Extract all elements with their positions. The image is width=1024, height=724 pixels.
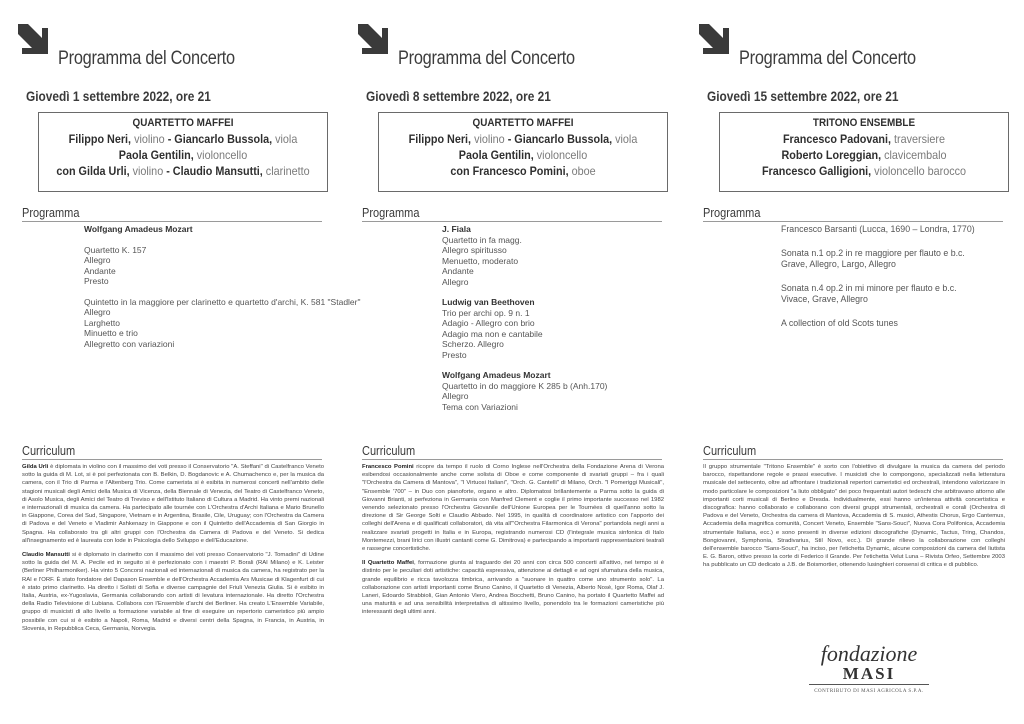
program-list	[84, 224, 361, 349]
composer: J. Fiala	[442, 224, 471, 234]
arrow-icon	[356, 22, 390, 56]
curriculum-heading: Curriculum	[22, 444, 76, 458]
performer-line: con Francesco Pomini, oboe	[450, 164, 596, 178]
logo-line1: fondazione	[820, 641, 918, 666]
program-item: Quartetto in do maggiore K 285 b (Anh.170)	[442, 380, 608, 391]
program-item: Quintetto in la maggiore per clarinetto e quartetto d'archi, K. 581 "Stadler"	[84, 296, 361, 307]
program-item: Allegro	[442, 391, 469, 401]
performer-line: Roberto Loreggian, clavicembalo	[781, 148, 947, 162]
program-item: Sonata n.4 op.2 in mi minore per flauto e b.c.	[781, 283, 957, 293]
program-item: Sonata n.1 op.2 in re maggiore per flauto e b.c.	[781, 248, 965, 258]
program-item: Minuetto e trio	[84, 328, 138, 338]
curriculum-text: Il gruppo strumentale "Tritono Ensemble" è sorto con l'obiettivo di divulgare la musica da camera del periodo barocco, rispettandone regole e prassi esecutive. I musicisti che lo compongono, specializzati nella letteratura musicale del settecento, oltre ad affrontare i tradizionali repertori cameristici ed orchestrali, intendono valorizzare in modo particolare le composizioni "a liuto obbligato" dei poco frequentati autori tedeschi che arbitravano attorno alle importanti corti musicali di Berlino e Dresda. Individualmente, essi hanno un'intensa attività concertistica e discografica: hanno collaborato e collaborano con diversi gruppi strumentali, orchestrali e corali (Orchestra di Padova e del Veneto, Orchestra da camera di Mantova, Accademia di S. musici, Athestis Chorus, Ergo Cantemus, Accademia della magnifica comunità, Concert Veneto, Ensemble "Sans-Souci", Nuova Cora Polifonica, Accademia strumentale Italiana, ecc.) e sono presenti in diverse edizioni discografiche (Dynamic, Tactus, Tring, Chandos, Bongiovanni, Symphonia, Stradivarius, Stil Novo, ecc.). Di grande rilievo la collaborazione con colleghi dell'ensemble barocco "Sans-Souci", ha inciso, per l'etichetta Dynamic, alcune composizioni da camera del liutista E. G. Baron, ottivo presso la corte di Federico il Grande. Per l'etichetta Velut Luna – Rivista Orfeo, Settembre 2003 ha pubblicato un CD dedicato a J.B. de Boismortier, ottenendo lusinghieri consensi di critica e di pubblico.	[703, 464, 1005, 569]
performer-line: Francesco Padovani, traversiere	[782, 132, 946, 146]
program-item: Allegro	[84, 307, 111, 317]
arrow-icon	[697, 22, 731, 56]
program-item: Andante	[442, 266, 474, 276]
program-item: Grave, Allegro, Largo, Allegro	[781, 259, 896, 269]
performers-box	[719, 112, 1009, 192]
concert-date: Giovedì 1 settembre 2022, ore 21	[26, 89, 211, 104]
programma-heading: Programma	[703, 206, 761, 220]
program-item: Allegro	[84, 255, 111, 265]
program-list	[442, 224, 607, 412]
ensemble-name: QUARTETTO MAFFEI	[472, 117, 574, 129]
program-item: Menuetto, moderato	[442, 255, 519, 266]
program-item: Adagio - Allegro con brio	[442, 318, 535, 328]
logo-line3: CONTRIBUTO DI MASI AGRICOLA S.P.A.	[814, 689, 924, 694]
column-2	[352, 0, 672, 724]
programma-heading: Programma	[362, 206, 420, 220]
performers-box	[378, 112, 668, 192]
logo-line2: MASI	[842, 664, 896, 683]
column-3	[693, 0, 1013, 724]
performer-line: Paola Gentilin, violoncello	[458, 148, 588, 162]
program-item: Andante	[84, 265, 116, 276]
program-item: Allegretto con variazioni	[84, 338, 175, 349]
arrow-icon	[16, 22, 50, 56]
performer-line: con Gilda Urli, violino - Claudio Mansutti, clarinetto	[56, 164, 310, 178]
program-item: Larghetto	[84, 317, 120, 328]
performers-box	[38, 112, 328, 192]
ensemble-name: TRITONO ENSEMBLE	[812, 117, 916, 129]
page-title: Programma del Concerto	[739, 48, 916, 69]
curriculum-text: Francesco Pomini ricopre da tempo il ruolo di Corno Inglese nell'Orchestra della Fondazione Arena di Verona esibendosi occasionalmente anche come solista di Oboe e come componente di svariati gruppi – fra i quali "l'Orchestra da Camera di Mantova", "I Virtuosi Italiani", "Orch. G. Cantelli" di Milano, Orch. "I Pomeriggi Musicali", "Ensemble '700" – in Duo con pianoforte, organo e altro. Diplomatosi brillantemente a Parma sotto la guida di Giovanni Brianti, si perfeziona in Germania con Manfred Clement e coglie il primo importante successo nel 1982 venendo selezionato presso l'Orchestra Giovanile dell'Unione Europea per le Tournées di quell'anno sotto la direzione di Sir George Solti e Claudio Abbado. Nel 1995, in qualità di coordinatore artistico con l'apporto dei colleghi dell'Arena e di qualificati collaboratori, dà vita all'"Orchestra Filarmonica di Verona" portandola negli anni a realizzare svariati progetti in Italia e in Europa, registrando numerosi CD (l'integrale musica sinfonica di Italo Montemezzi, brani lirici con illustri cantanti come G. Dimitrova) e partecipando a importanti rappresentazioni teatrali e rassegne concertistiche. Il Quartetto Maffei, formazione giunta al traguardo dei 20 anni con circa 500 concerti all'attivo, nel tempo si è distinto per le peculiari doti artistiche: capacità espressiva, attenzione ai dettagli e ad ogni sfumatura della musica, grande equilibrio e ricca tavolozza timbrica, arrivando a "suonare in quattro come uno strumento solo". La collaborazione con artisti importanti come Bruno Canino, il Quartetto di Venezia, Alberto Nosè, Igor Roma, Olaf J. Laneri, Edoardo Strabbioli, Gian Antonio Viero, Andrea Bocchetti, Bruno Canino, ha portato il Quartetto Maffei ad una maturità e ad una sensibilità interpretativa di altissimo livello, ponendolo tra le formazioni cameristiche più interessanti degli ultimi anni.	[362, 464, 665, 616]
curriculum-text: Gilda Urli è diplomata in violino con il massimo dei voti presso il Conservatorio "A. Steffani" di Castelfranco Veneto sotto la guida di M. Lot, si è poi perfezionata con B. Belkin, D. Bogdanovic e A. Chumachenco e, per la musica da camera, con il Trio di Parma e l'Altenberg Trio. Come camerista si è esibita in numerosi concerti nell'ambito delle stagioni musicali degli Amici della Musica di Vicenza, della Biennale di Venezia, del Teatro di Castelfranco Veneto, di Asolo Musica, degli Amici del Teatro di Treviso e dell'Istituto Italiano di Cultura a Madrid. Ha vinto premi nazionali e internazionali di musica da camera. Ha partecipato alle tournée con L'Orchestra d'Archi Italiana e Mario Brunello in Giappone, Corea del Sud, Singapore, Vietnam e in Argentina, Brasile, Cile, Uruguay; con l'Orchestra da Camera di Padova e del Veneto e Vladimir Ashkenazy in Giappone e con il Quintetto dell'Accademia di San Giorgio in Spagna. Ha collaborato tra gli altri gruppi con l'Orchestra da Camera di Padova e del Veneto. Si dedica all'insegnamento ed è laureata con lode in Psicologia dello Sviluppo e dell'Educazione. Claudio Mansutti si è diplomato in clarinetto con il massimo dei voti presso Conservatorio "J. Tomadini" di Udine sotto la guida del M. A. Pecile ed in seguito si è perfezionato con i maestri P. Borali (RAI Milano) e K. Leister (Berliner Philharmoniker). Ha vinto 5 Concorsi nazionali ed internazionali di musica da camera, ha registrato per la RAI e l'ORF. È stato fondatore del Dapason Ensemble e dell'Orchestra Accademia Ars Musicae di Klagenfurt di cui è stato primo clarinetto. Ha diretto i Solisti di Sofia e diverse campagnie del Friuli Venezia Giulia. Si è esibito in Italia, Austria, ex-Yugoslavia, Germania collaborando con artisti di levatura internazionale. Ha diretto l'Orchestra della Radio Televisione di Lubiana. Collabora con l'Ensemble d'archi dei Berliner. Ha creato L'Ensemble Variabile, gruppo di musicisti di alto livello a formazione variabile al fine di eseguire un repertorio cameristico più ampio possibile con cui si è esibito a Napoli, Roma, Madrid e diversi centri della Spagna, in Francia, in Austria, in Slovenia, in Repubblica Ceca, Germania, Norvegia.	[22, 464, 325, 632]
program-list	[781, 224, 975, 329]
page-title: Programma del Concerto	[398, 48, 575, 69]
divider	[22, 221, 322, 222]
performer-line: Paola Gentilin, violoncello	[118, 148, 248, 162]
curriculum-heading: Curriculum	[362, 444, 416, 458]
composer: Wolfgang Amadeus Mozart	[84, 224, 193, 234]
performer-line: Francesco Galligioni, violoncello barocco	[761, 164, 967, 178]
divider	[22, 459, 322, 460]
composer: Ludwig van Beethoven	[442, 297, 535, 307]
program-item: Presto	[442, 349, 467, 360]
ensemble-name: QUARTETTO MAFFEI	[132, 117, 234, 129]
divider	[703, 221, 1003, 222]
program-item: Adagio ma non e cantabile	[442, 328, 543, 339]
divider	[362, 459, 662, 460]
program-item: Presto	[84, 276, 109, 286]
program-item: Allegro spiritusso	[442, 245, 507, 255]
program-item: Quartetto in fa magg.	[442, 234, 522, 245]
composer: Wolfgang Amadeus Mozart	[442, 370, 551, 380]
performer-line: Filippo Neri, violino - Giancarlo Bussola, viola	[68, 132, 298, 146]
composer: Francesco Barsanti (Lucca, 1690 – Londra, 1770)	[781, 224, 975, 234]
fondazione-masi-logo	[809, 642, 929, 694]
concert-date: Giovedì 8 settembre 2022, ore 21	[366, 89, 551, 104]
program-item: Quartetto K. 157	[84, 244, 147, 255]
divider	[703, 459, 1003, 460]
program-item: Vivace, Grave, Allegro	[781, 294, 868, 304]
program-item: Scherzo. Allegro	[442, 339, 504, 349]
program-item: Allegro	[442, 276, 469, 287]
page-title: Programma del Concerto	[58, 48, 235, 69]
program-item: Tema con Variazioni	[442, 401, 518, 412]
programma-heading: Programma	[22, 206, 80, 220]
column-1	[12, 0, 361, 724]
program-item: A collection of old Scots tunes	[781, 318, 898, 328]
divider	[362, 221, 662, 222]
performer-line: Filippo Neri, violino - Giancarlo Bussola, viola	[408, 132, 638, 146]
program-item: Trio per archi op. 9 n. 1	[442, 307, 530, 318]
concert-date: Giovedì 15 settembre 2022, ore 21	[707, 89, 899, 104]
curriculum-heading: Curriculum	[703, 444, 757, 458]
